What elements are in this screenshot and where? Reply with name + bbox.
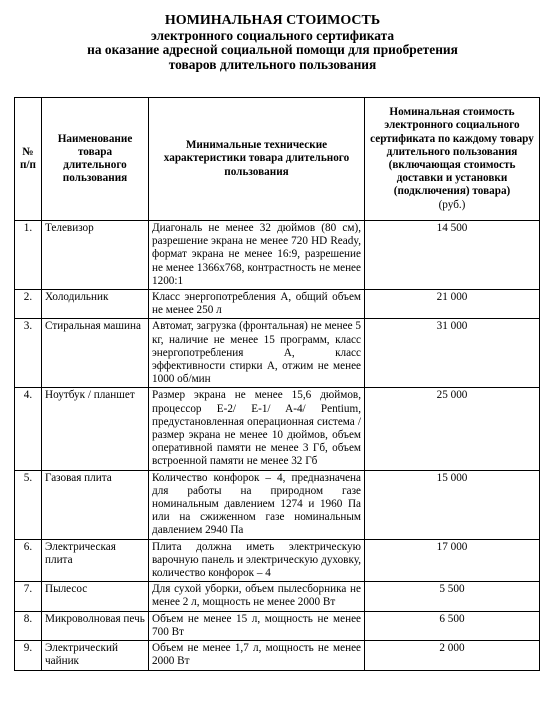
title-line-3: на оказание адресной социальной помощи для приобретения — [87, 42, 458, 57]
row-number: 3. — [15, 319, 42, 388]
document-title — [0, 14, 545, 72]
row-number: 6. — [15, 539, 42, 582]
row-number: 2. — [15, 290, 42, 319]
row-characteristics: Класс энергопотребления А, общий объем не менее 250 л — [149, 290, 365, 319]
header-name: Наименование товара длительного пользования — [42, 98, 149, 221]
row-number: 7. — [15, 582, 42, 611]
row-characteristics: Диагональ не менее 32 дюймов (80 см), разрешение экрана не менее 720 HD Ready, формат экрана не менее 16:9, разрешение не менее 1366х768, контрастность не менее 1200:1 — [149, 221, 365, 290]
row-price: 17 000 — [365, 539, 540, 582]
row-characteristics: Автомат, загрузка (фронтальная) не менее 5 кг, наличие не менее 15 программ, класс энергопотребления А, класс эффективности стирки А, отжим не менее 1000 об/мин — [149, 319, 365, 388]
row-item-name: Стиральная машина — [42, 319, 149, 388]
row-item-name: Холодильник — [42, 290, 149, 319]
table-row — [15, 539, 540, 582]
row-characteristics: Объем не менее 1,7 л, мощность не менее 2000 Вт — [149, 641, 365, 670]
header-desc: Минимальные технические характеристики товара длительного пользования — [149, 98, 365, 221]
title-line-4: товаров длительного пользования — [168, 56, 377, 72]
header-price — [365, 98, 540, 221]
row-item-name: Электрическая плита — [42, 539, 149, 582]
table-row — [15, 388, 540, 470]
table-row — [15, 221, 540, 290]
row-price: 5 500 — [365, 582, 540, 611]
row-price: 14 500 — [365, 221, 540, 290]
row-price: 21 000 — [365, 290, 540, 319]
table-row — [15, 611, 540, 640]
title-line-2: электронного социального сертификата — [150, 27, 395, 43]
row-price: 15 000 — [365, 470, 540, 539]
table-header-row — [15, 98, 540, 221]
row-characteristics: Для сухой уборки, объем пылесборника не менее 2 л, мощность не менее 2000 Вт — [149, 582, 365, 611]
row-price: 2 000 — [365, 641, 540, 670]
table-row — [15, 290, 540, 319]
table-row — [15, 582, 540, 611]
row-characteristics: Количество конфорок – 4, предназначена для работы на природном газе номинальным давлением 1274 и 1960 Па или на сжиженном газе номинальным давлением 2940 Па — [149, 470, 365, 539]
row-item-name: Телевизор — [42, 221, 149, 290]
row-price: 6 500 — [365, 611, 540, 640]
row-price: 31 000 — [365, 319, 540, 388]
row-number: 1. — [15, 221, 42, 290]
row-number: 9. — [15, 641, 42, 670]
row-price: 25 000 — [365, 388, 540, 470]
row-item-name: Пылесос — [42, 582, 149, 611]
row-characteristics: Объем не менее 15 л, мощность не менее 700 Вт — [149, 611, 365, 640]
row-item-name: Газовая плита — [42, 470, 149, 539]
row-item-name: Микроволновая печь — [42, 611, 149, 640]
row-number: 8. — [15, 611, 42, 640]
table-row — [15, 641, 540, 670]
header-price-unit: (руб.) — [438, 198, 466, 211]
row-characteristics: Плита должна иметь электрическую варочную панель и электрическую духовку, количество конфорок – 4 — [149, 539, 365, 582]
table-row — [15, 319, 540, 388]
row-item-name: Ноутбук / планшет — [42, 388, 149, 470]
row-item-name: Электрический чайник — [42, 641, 149, 670]
header-num: № п/п — [15, 98, 42, 221]
row-number: 4. — [15, 388, 42, 470]
header-price-text: Номинальная стоимость электронного социального сертификата по каждому товару длительного пользования (включающая стоимость доставки и установки (подключения) товара) — [370, 106, 534, 198]
certificate-value-table — [14, 97, 540, 671]
table-row — [15, 470, 540, 539]
title-line-1: НОМИНАЛЬНАЯ СТОИМОСТЬ — [164, 13, 381, 28]
row-characteristics: Размер экрана не менее 15,6 дюймов, процессор E-2/ E-1/ A-4/ Pentium, предустановленная операционная система / размер экрана не менее 10 дюймов, объем оперативной памяти не менее 3 Гб, объем встроенной памяти не менее 32 Гб — [149, 388, 365, 470]
row-number: 5. — [15, 470, 42, 539]
